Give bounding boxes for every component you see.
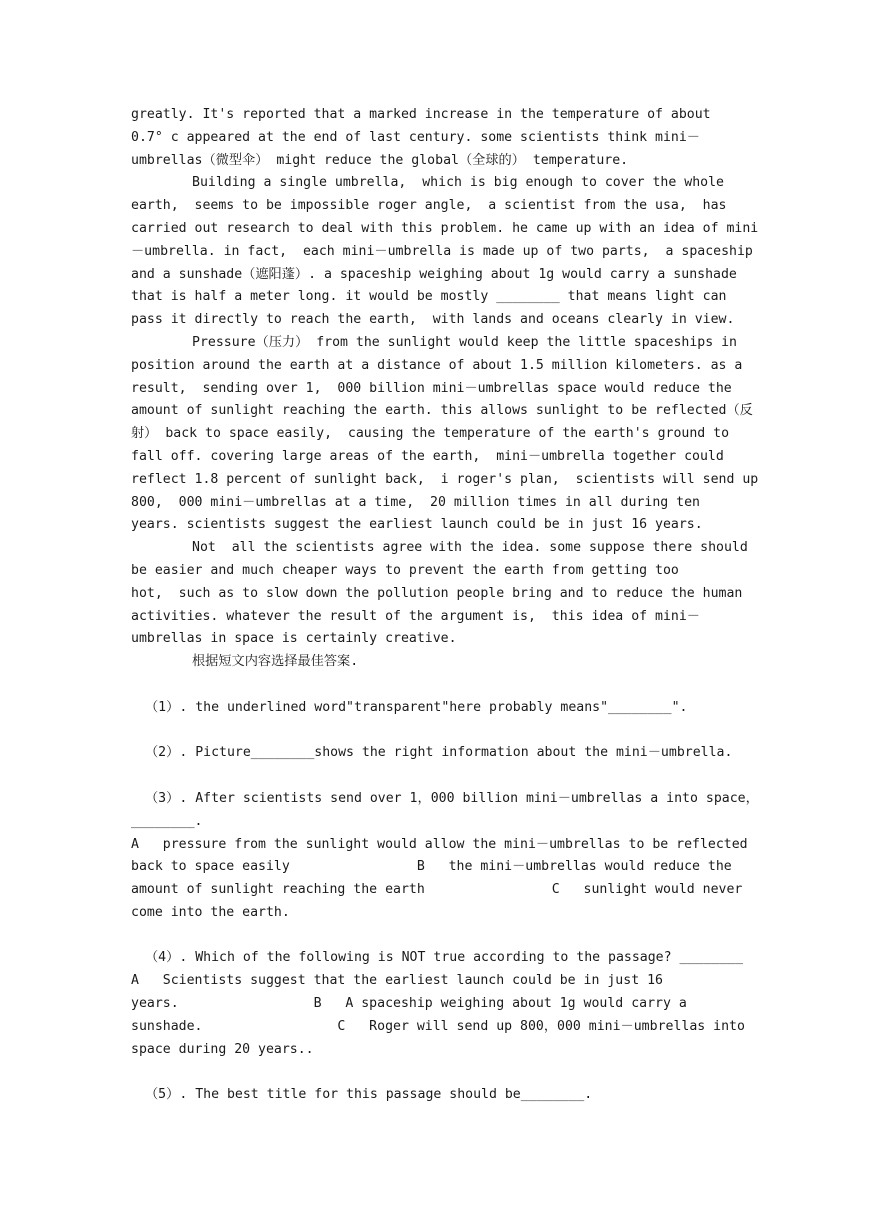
- question-text: （1）. the underlined word"transparent"here probably means"________".: [145, 699, 688, 715]
- passage-line: hot, such as to slow down the pollution people bring and to reduce the human: [131, 585, 743, 601]
- passage-line: 射） back to space easily, causing the temperature of the earth's ground to: [131, 426, 730, 442]
- option-line: years. B A spaceship weighing about 1g would carry a: [131, 996, 687, 1012]
- passage-line: reflect 1.8 percent of sunlight back, i roger's plan, scientists will send up: [131, 471, 759, 487]
- paragraph-start: Not all the scientists agree with the idea. some suppose there should: [192, 540, 748, 556]
- option-line: sunshade. C Roger will send up 800，000 mini－umbrellas into: [131, 1018, 745, 1034]
- passage-line: that is half a meter long. it would be mostly ________ that means light can: [131, 289, 727, 305]
- question-2: [131, 742, 741, 765]
- passage-line: greatly. It's reported that a marked increase in the temperature of about: [131, 107, 711, 122]
- question-text: （3）. After scientists send over 1，000 billion mini－umbrellas a into space，: [145, 790, 759, 806]
- passage-line: amount of sunlight reaching the earth. this allows sunlight to be reflected（反: [131, 403, 753, 419]
- passage-line: earth, seems to be impossible roger angle, a scientist from the usa, has: [131, 198, 727, 214]
- passage: [131, 104, 759, 674]
- question-line: ________.: [131, 813, 203, 829]
- question-5: [131, 1084, 741, 1107]
- question-text: （4）. Which of the following is NOT true according to the passage? ________: [145, 950, 744, 966]
- passage-line: 800, 000 mini－umbrellas at a time, 20 million times in all during ten: [131, 494, 700, 510]
- option-line: come into the earth.: [131, 904, 290, 920]
- question-1: [131, 697, 741, 720]
- option-line: A Scientists suggest that the earliest launch could be in just 16: [131, 973, 663, 989]
- passage-line: －umbrella. in fact, each mini－umbrella is made up of two parts, a spaceship: [131, 243, 753, 259]
- passage-line: carried out research to deal with this problem. he came up with an idea of mini: [131, 220, 759, 236]
- document-page: [131, 104, 759, 1107]
- passage-line: 0.7° c appeared at the end of last century. some scientists think mini－: [131, 129, 700, 145]
- passage-line: umbrellas（微型伞） might reduce the global（全球的） temperature.: [131, 152, 629, 168]
- passage-line: pass it directly to reach the earth, with lands and oceans clearly in view.: [131, 312, 735, 328]
- paragraph-start: Building a single umbrella, which is big enough to cover the whole: [192, 175, 724, 191]
- question-3: [131, 788, 759, 925]
- passage-line: fall off. covering large areas of the earth, mini－umbrella together could: [131, 448, 724, 464]
- option-line: A pressure from the sunlight would allow the mini－umbrellas to be reflected: [131, 836, 748, 852]
- question-text: （2）. Picture________shows the right information about the mini－umbrella.: [145, 745, 733, 761]
- option-line: back to space easily B the mini－umbrellas would reduce the: [131, 859, 732, 875]
- paragraph-start: Pressure（压力） from the sunlight would keep the little spaceships in: [192, 334, 738, 350]
- passage-line: umbrellas in space is certainly creative.: [131, 631, 457, 647]
- question-text: （5）. The best title for this passage should be________.: [145, 1087, 593, 1103]
- passage-line: years. scientists suggest the earliest launch could be in just 16 years.: [131, 517, 703, 533]
- passage-line: activities. whatever the result of the argument is, this idea of mini－: [131, 608, 700, 624]
- option-line: space during 20 years..: [131, 1041, 314, 1057]
- passage-line: be easier and much cheaper ways to prevent the earth from getting too: [131, 562, 679, 578]
- instruction: 根据短文内容选择最佳答案.: [192, 654, 359, 670]
- option-line: amount of sunlight reaching the earth C sunlight would never: [131, 882, 743, 898]
- question-4: [131, 947, 745, 1061]
- passage-line: position around the earth at a distance of about 1.5 million kilometers. as a: [131, 357, 743, 373]
- passage-line: result, sending over 1, 000 billion mini－umbrellas space would reduce the: [131, 380, 732, 396]
- passage-line: and a sunshade（遮阳蓬）. a spaceship weighing about 1g would carry a sunshade: [131, 266, 737, 282]
